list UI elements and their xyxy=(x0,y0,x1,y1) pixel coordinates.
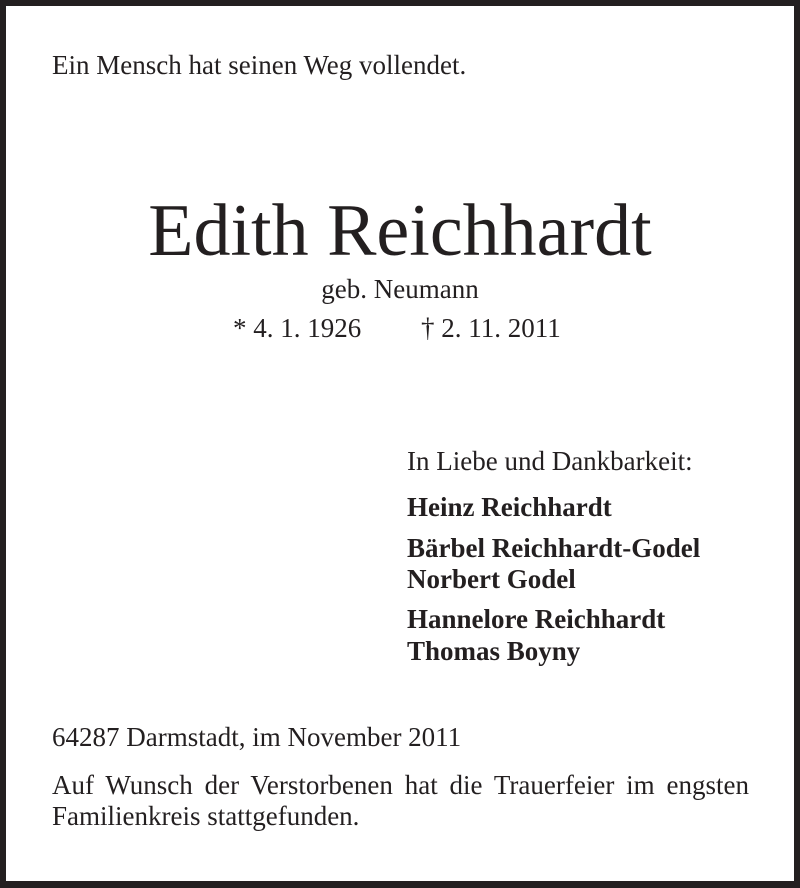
deceased-name: Edith Reichhardt xyxy=(148,190,652,272)
mourner-name: Thomas Boyny xyxy=(407,636,581,666)
maiden-name: geb. Neumann xyxy=(321,274,479,304)
intro-line: Ein Mensch hat seinen Weg vollendet. xyxy=(52,50,467,80)
mourner-name: Norbert Godel xyxy=(407,564,576,594)
death-date: † 2. 11. 2011 xyxy=(421,313,561,343)
birth-date: * 4. 1. 1926 xyxy=(233,313,362,343)
mourner-name: Bärbel Reichhardt-Godel xyxy=(407,533,701,563)
dedication: In Liebe und Dankbarkeit: xyxy=(407,446,693,476)
place-date: 64287 Darmstadt, im November 2011 xyxy=(52,722,462,752)
mourner-name: Heinz Reichhardt xyxy=(407,492,612,522)
funeral-note: Auf Wunsch der Verstorbenen hat die Trauerfeier im engsten Familienkreis stattgefunden. xyxy=(52,770,749,831)
mourner-name: Hannelore Reichhardt xyxy=(407,604,666,634)
